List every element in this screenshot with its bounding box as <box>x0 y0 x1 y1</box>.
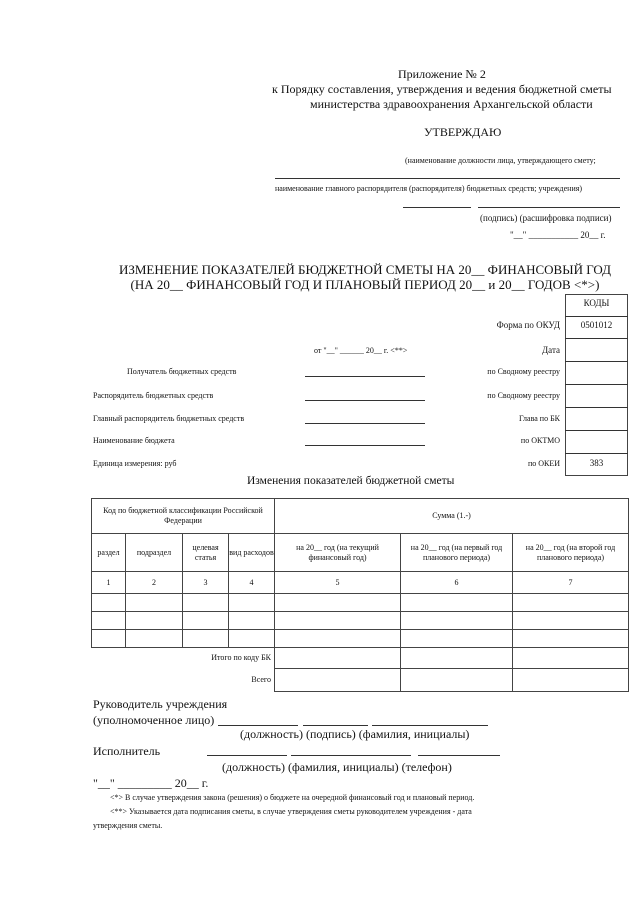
table-cell[interactable] <box>126 594 183 612</box>
table-cell[interactable] <box>92 630 126 648</box>
codes-header: КОДЫ <box>583 298 610 308</box>
table-cell[interactable] <box>183 612 229 630</box>
head-position-line <box>218 725 298 726</box>
document-title-line-2: (НА 20__ ФИНАНСОВЫЙ ГОД И ПЛАНОВЫЙ ПЕРИОД 20__ и 20__ ГОДОВ <*>) <box>130 277 600 292</box>
total-bk-label: Итого по коду БК <box>211 653 272 663</box>
manager-field-line <box>305 400 425 401</box>
table-cell[interactable] <box>275 594 401 612</box>
table-cell[interactable] <box>401 669 513 692</box>
column-header: на 20__ год (на второй год планового периода) <box>513 534 629 572</box>
code-group-header: Код по бюджетной классификации Российской Федерации <box>92 499 275 534</box>
table-cell[interactable] <box>401 594 513 612</box>
table-cell[interactable] <box>401 630 513 648</box>
approval-date: "__" ___________ 20__ г. <box>510 230 606 240</box>
table-cell[interactable] <box>126 630 183 648</box>
manager-label: Распорядитель бюджетных средств <box>93 391 214 400</box>
table-cell[interactable] <box>126 612 183 630</box>
position-caption: (наименование должности лица, утверждающего смету; <box>405 156 596 165</box>
recipient-line <box>305 376 425 377</box>
head-label-2: (уполномоченное лицо) <box>93 713 215 727</box>
table-cell[interactable] <box>513 669 629 692</box>
chief-manager-line <box>305 423 425 424</box>
signature-decode-line <box>478 207 620 208</box>
manager-caption: наименование главного распорядителя (распорядителя) бюджетных средств; учреждения) <box>275 184 583 193</box>
okud-code: 0501012 <box>580 320 613 330</box>
column-header: целевая статья <box>183 534 229 572</box>
column-number: 6 <box>401 572 513 594</box>
okei-label: по ОКЕИ <box>527 459 560 468</box>
unit-label: Единица измерения: руб <box>93 459 177 468</box>
table-cell[interactable] <box>92 612 126 630</box>
registry-label-2: по Сводному реестру <box>487 391 560 400</box>
date-from: от "__" ______ 20__ г. <**> <box>314 346 408 355</box>
footnote-1: <*> В случае утверждения закона (решения) о бюджете на очередной финансовый год и плановый период. <box>110 793 475 802</box>
column-number: 5 <box>275 572 401 594</box>
appendix-number: Приложение № 2 <box>398 67 486 81</box>
table-cell[interactable] <box>513 612 629 630</box>
executor-position-line <box>207 755 287 756</box>
table-title: Изменения показателей бюджетной сметы <box>247 475 455 487</box>
column-number: 2 <box>126 572 183 594</box>
table-cell[interactable] <box>401 612 513 630</box>
table-cell[interactable] <box>229 594 275 612</box>
table-cell[interactable] <box>229 630 275 648</box>
column-number: 4 <box>229 572 275 594</box>
column-header: раздел <box>92 534 126 572</box>
bk-label: Глава по БК <box>519 414 560 423</box>
head-signature-line <box>303 725 368 726</box>
table-row <box>92 594 629 612</box>
head-name-line <box>372 725 488 726</box>
executor-captions: (должность) (фамилия, инициалы) (телефон) <box>222 760 452 774</box>
head-captions: (должность) (подпись) (фамилия, инициалы) <box>240 727 470 741</box>
sum-group-header: Сумма (1.-) <box>275 499 629 534</box>
manager-line <box>275 178 620 179</box>
recipient-label: Получатель бюджетных средств <box>127 367 237 376</box>
table-cell[interactable] <box>401 648 513 669</box>
executor-phone-line <box>418 755 500 756</box>
table-cell[interactable] <box>513 594 629 612</box>
table-cell[interactable] <box>183 594 229 612</box>
estimate-changes-table <box>91 498 629 692</box>
registry-label-1: по Сводному реестру <box>487 367 560 376</box>
appendix-line-1: к Порядку составления, утверждения и ведения бюджетной сметы <box>272 82 612 96</box>
column-header: на 20__ год (на текущий финансовый год) <box>275 534 401 572</box>
date-label: Дата <box>542 345 560 355</box>
chief-manager-label: Главный распорядитель бюджетных средств <box>93 414 245 423</box>
footnote-2-line-1: <**> Указывается дата подписания сметы, в случае утверждения сметы руководителем учреждения - дата <box>110 807 472 816</box>
oktmo-label: по ОКТМО <box>520 436 560 445</box>
document-title-line-1: ИЗМЕНЕНИЕ ПОКАЗАТЕЛЕЙ БЮДЖЕТНОЙ СМЕТЫ НА 20__ ФИНАНСОВЫЙ ГОД <box>118 262 612 277</box>
table-cell[interactable] <box>229 612 275 630</box>
executor-name-line <box>291 755 411 756</box>
budget-line <box>305 445 425 446</box>
column-number: 3 <box>183 572 229 594</box>
column-number: 7 <box>513 572 629 594</box>
table-cell[interactable] <box>275 630 401 648</box>
executor-label: Исполнитель <box>93 744 161 758</box>
table-row <box>92 612 629 630</box>
table-cell[interactable] <box>92 594 126 612</box>
table-cell[interactable] <box>275 612 401 630</box>
total-row <box>92 669 629 692</box>
table-cell[interactable] <box>275 648 401 669</box>
column-number: 1 <box>92 572 126 594</box>
appendix-line-2: министерства здравоохранения Архангельской области <box>310 97 593 111</box>
table-row <box>92 630 629 648</box>
signature-date: "__" _________ 20__ г. <box>93 776 209 790</box>
table-cell[interactable] <box>513 630 629 648</box>
signature-line <box>403 207 471 208</box>
column-header: на 20__ год (на первый год планового периода) <box>401 534 513 572</box>
total-label: Всего <box>251 675 272 684</box>
okud-label: Форма по ОКУД <box>496 320 560 330</box>
signature-caption: (подпись) (расшифровка подписи) <box>480 213 612 223</box>
head-label-1: Руководитель учреждения <box>93 697 228 711</box>
footnote-2-line-2: утверждения сметы. <box>93 821 163 830</box>
budget-label: Наименование бюджета <box>93 436 175 445</box>
column-header: вид расходов <box>229 534 275 572</box>
table-cell[interactable] <box>183 630 229 648</box>
table-cell[interactable] <box>275 669 401 692</box>
total-bk-row <box>92 648 629 669</box>
table-cell[interactable] <box>513 648 629 669</box>
column-header: подраздел <box>126 534 183 572</box>
okei-code: 383 <box>589 458 604 468</box>
approve-heading: УТВЕРЖДАЮ <box>424 125 502 139</box>
